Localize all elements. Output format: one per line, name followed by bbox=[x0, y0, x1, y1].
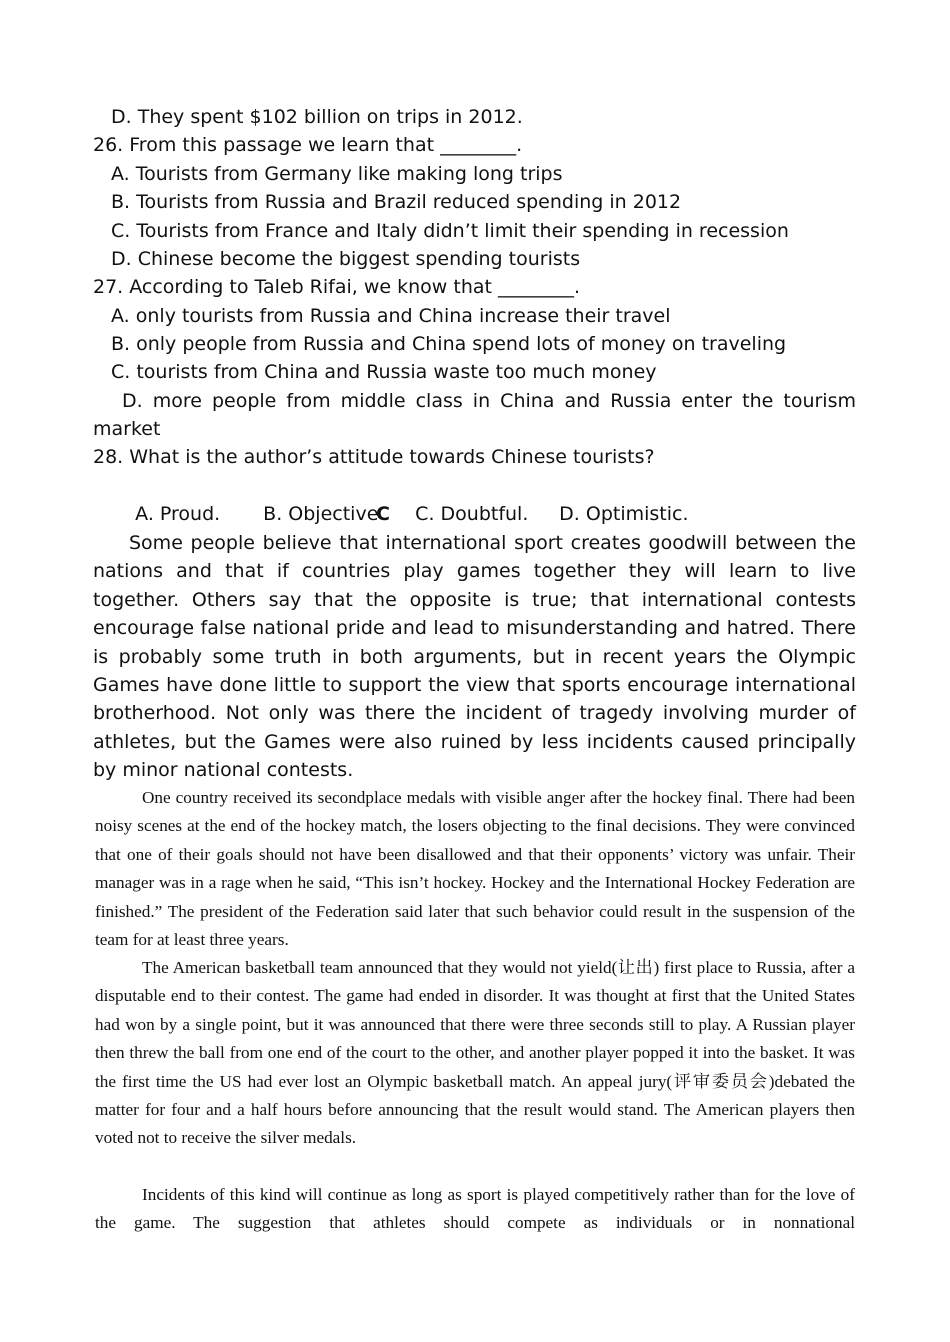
passage-paragraph-4: Incidents of this kind will continue as long as sport is played competitively rather than for the love of the game. The suggestion that athletes should compete as individuals or in nonnational bbox=[95, 1185, 855, 1233]
q26-option-a: A. Tourists from Germany like making long trips bbox=[111, 163, 563, 185]
q28-option-b: B. Objective bbox=[263, 503, 379, 526]
q27-option-c: C. tourists from China and Russia waste too much money bbox=[111, 361, 657, 383]
q26-option-d: D. Chinese become the biggest spending tourists bbox=[111, 248, 581, 270]
q26-option-c: C. Tourists from France and Italy didn’t limit their spending in recession bbox=[111, 220, 789, 242]
passage-heading: C bbox=[376, 503, 390, 525]
q26-option-b: B. Tourists from Russia and Brazil reduced spending in 2012 bbox=[111, 191, 682, 213]
passage-paragraph-3: The American basketball team announced that they would not yield(让出) first place to Russia, after a disputable end to their contest. The game had ended in disorder. It was thought at first that the United States had won by a single point, but it was announced that there were three seconds still to play. A Russian player then threw the ball from one end of the court to the other, and another player popped it into the basket. It was the first time the US had ever lost an Olympic basketball match. An appeal jury(评审委员会)debated the matter for four and a half hours before announcing that the result would stand. The American players then voted not to receive the silver medals. bbox=[95, 958, 855, 1148]
q27-option-a: A. only tourists from Russia and China increase their travel bbox=[111, 305, 671, 327]
passage-paragraph-2: One country received its secondplace medals with visible anger after the hockey final. There had been noisy scenes at the end of the hockey match, the losers objecting to the final decisions. They were convinced that one of their goals should not have been disallowed and that their opponents’ victory was unfair. Their manager was in a rage when he said, “This isn’t hockey. Hockey and the International Hockey Federation are finished.” The president of the Federation said later that such behavior could result in the suspension of the team for at least three years. bbox=[95, 788, 855, 950]
q28-option-c: C. Doubtful. bbox=[415, 503, 529, 526]
q27-option-b: B. only people from Russia and China spend lots of money on traveling bbox=[111, 333, 787, 355]
q27-option-d: D. more people from middle class in China and Russia enter the tourism market bbox=[93, 390, 856, 441]
q26-stem: 26. From this passage we learn that ________. bbox=[93, 134, 523, 156]
passage-paragraph-1: Some people believe that international sport creates goodwill between the nations and that if countries play games together they will learn to live together. Others say that the opposite is true; that international contests encourage false national pride and lead to misunderstanding and hatred. There is probably some truth in both arguments, but in recent years the Olympic Games have done little to support the view that sports encourage international brotherhood. Not only was there the incident of tragedy involving murder of athletes, but the Games were also ruined by less incidents caused principally by minor national contests. bbox=[93, 532, 856, 782]
q28-option-d: D. Optimistic. bbox=[559, 503, 689, 526]
q27-stem: 27. According to Taleb Rifai, we know that ________. bbox=[93, 276, 581, 298]
q28-option-a: A. Proud. bbox=[135, 503, 221, 526]
q25-option-d: D. They spent $102 billion on trips in 2012. bbox=[111, 106, 523, 128]
q28-stem: 28. What is the author’s attitude towards Chinese tourists? bbox=[93, 446, 655, 468]
